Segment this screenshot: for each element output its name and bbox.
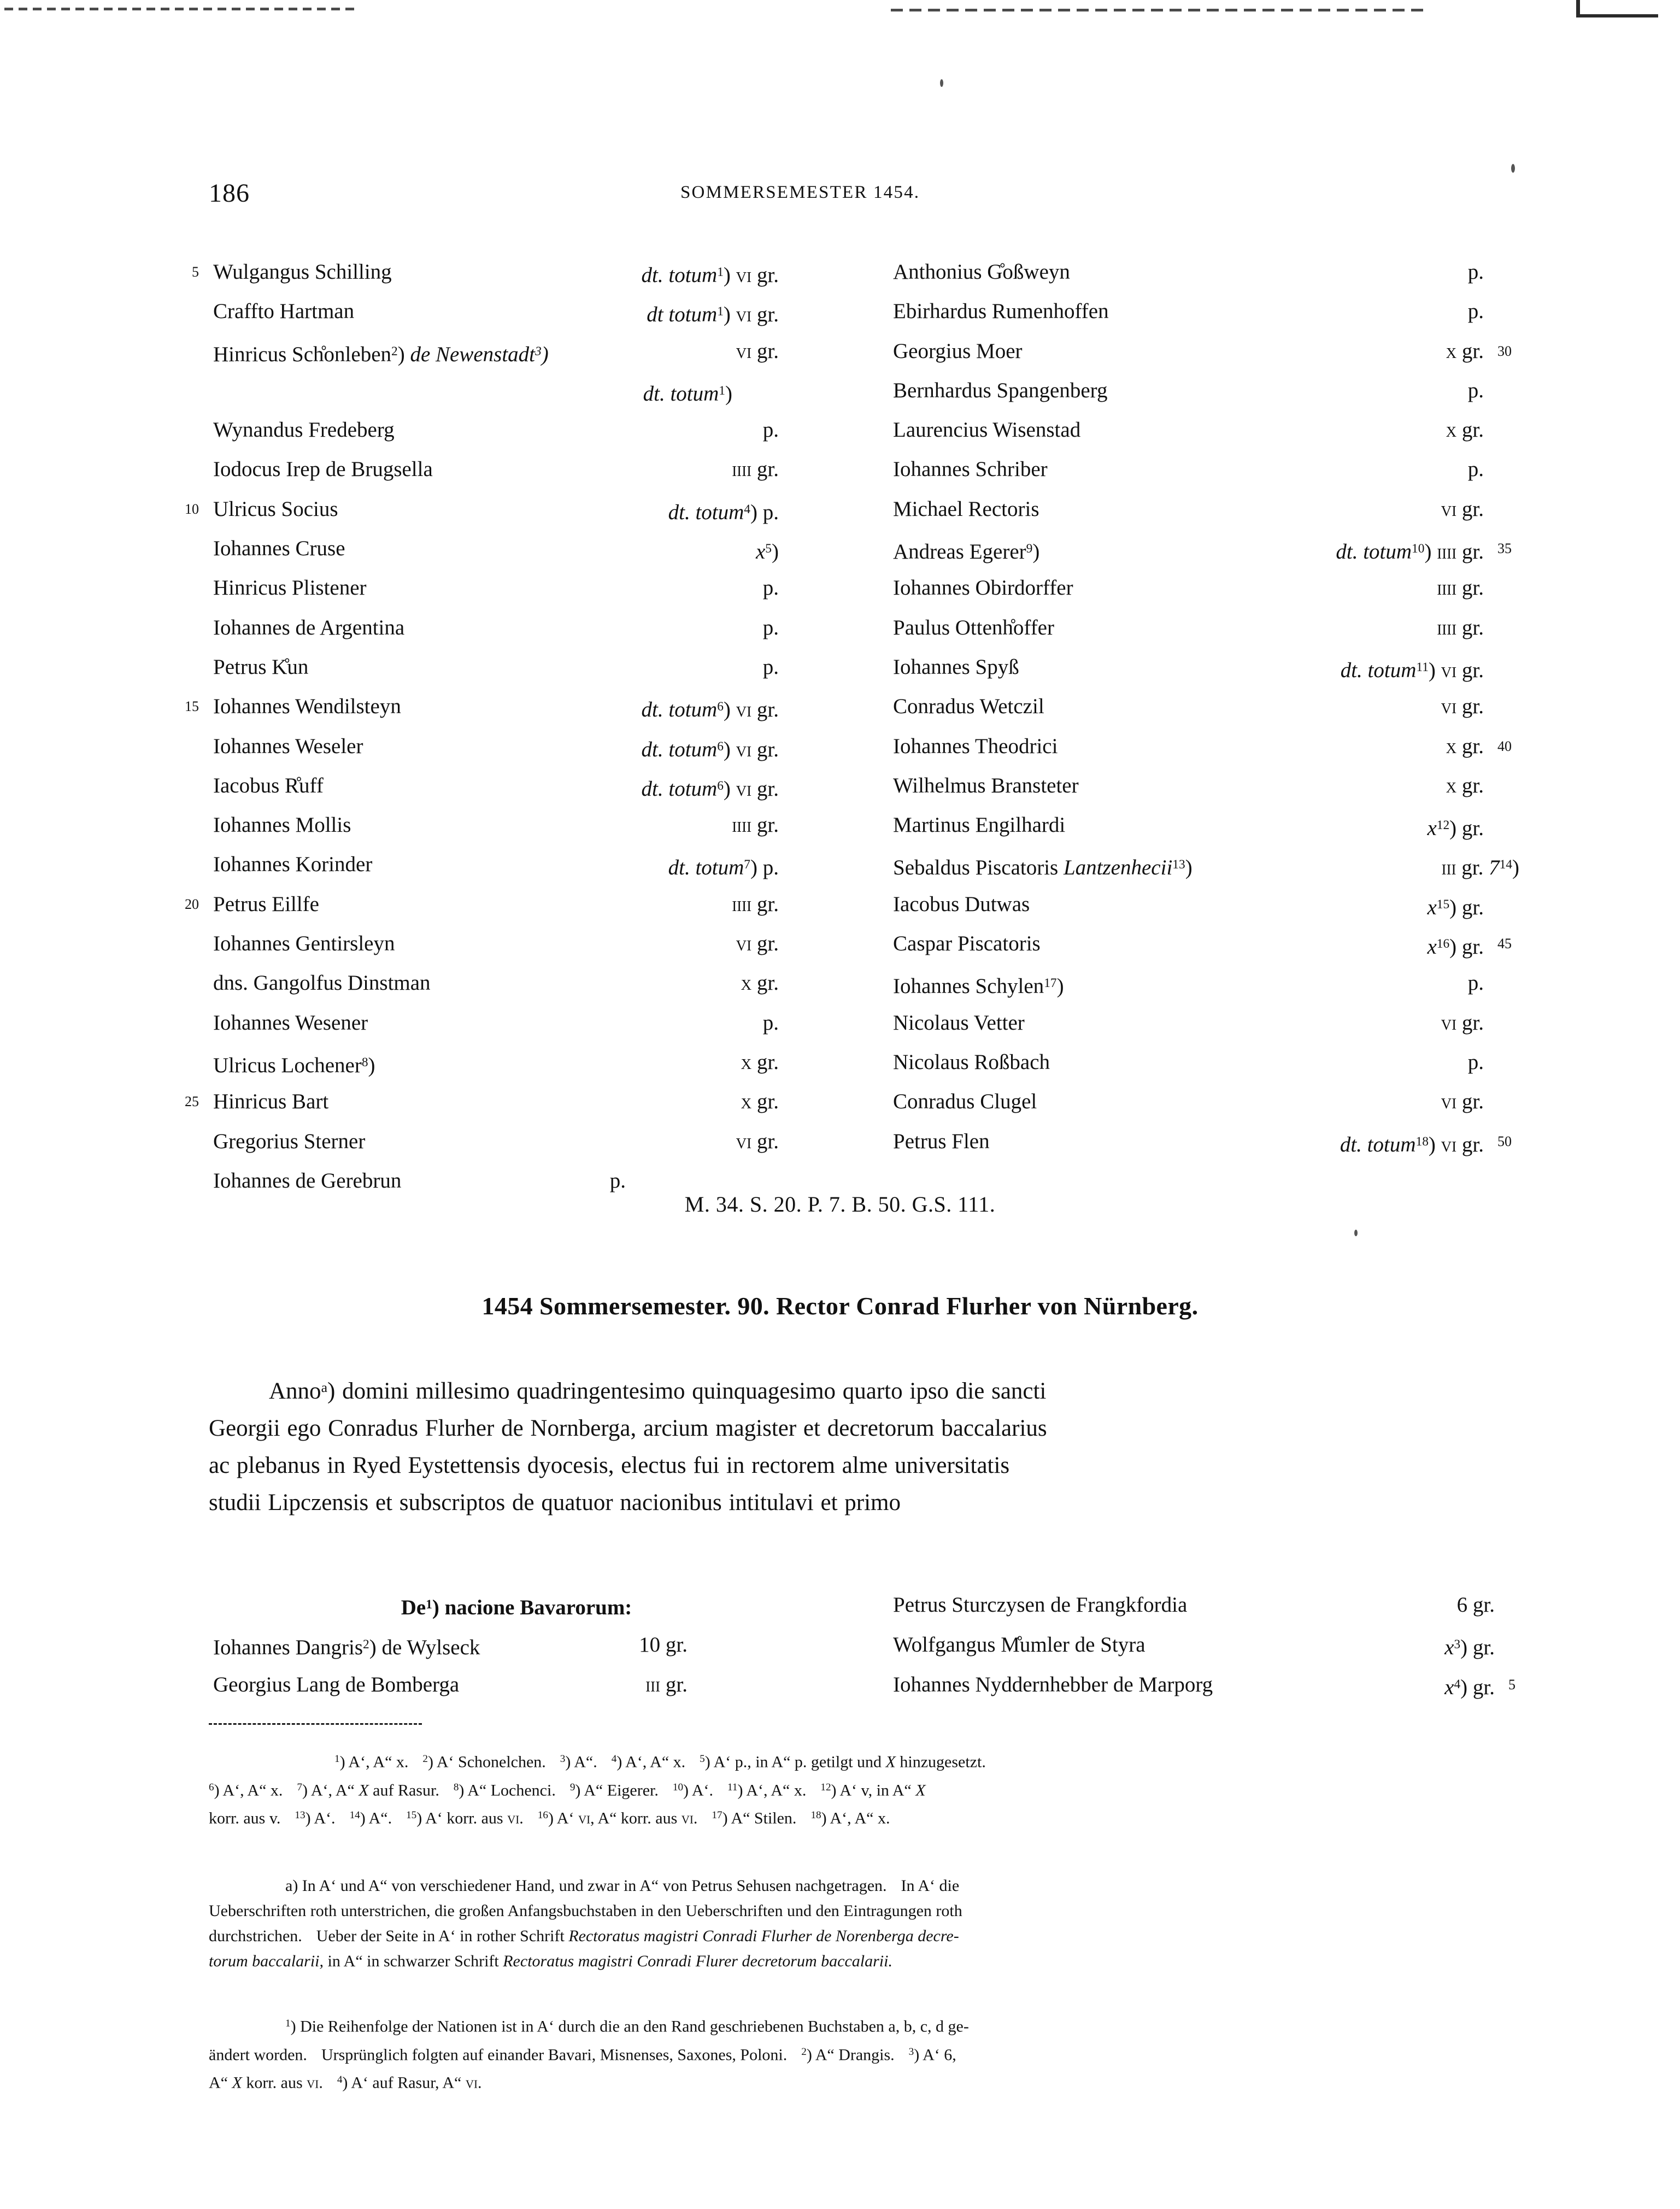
matriculation-right-column [891,252,1574,1161]
payment-amount: p. [1467,457,1484,481]
student-name: Iohannes Schylen$^{17}$) [893,974,1064,998]
matriculation-entry [169,410,850,450]
matriculation-entry [891,490,1574,529]
nation-heading: De$^1$) nacione Bavarorum: [401,1595,632,1619]
payment-amount: p. [762,576,779,600]
payment-amount: p. [762,418,779,442]
matriculation-entry [891,964,1574,1003]
payment-amount: p. [1467,378,1484,402]
student-name: Iohannes Cruse [213,537,345,561]
matriculation-entry [891,806,1574,845]
line-number: 30 [1497,343,1512,359]
matriculation-entry [169,1122,850,1161]
student-name: Ebirhardus Rumenhoffen [893,299,1109,324]
footnote-apparatus [209,1747,1482,1831]
matriculation-entry [891,450,1574,489]
payment-amount: iiii gr. [732,813,779,837]
footnote-line: $^1$) Die Reihenfolge der Nationen ist in A‘ durch die an den Rand geschriebenen Buchstaben a, b, c, d ge- [285,2017,969,2036]
payment-amount: p. [762,655,779,679]
student-name: Iohannes Weseler [213,734,363,758]
line-number: 35 [1497,540,1512,557]
student-name: Sebaldus Piscatoris Lantzenhecii$^{13}$) [893,856,1193,880]
matriculation-entry [169,885,850,924]
student-name: Iohannes Spyß [893,655,1019,679]
payment-amount: $x^3$) gr. [1444,1635,1495,1659]
student-name: Georgius Lang de Bomberga [213,1673,460,1696]
student-name: Petrus K̊un [213,655,309,679]
line-number: 45 [1497,936,1512,952]
footnote-line: torum baccalarii, in A“ in schwarzer Schrift Rectoratus magistri Conradi Flurer decretorum baccalarii. [209,1952,892,1970]
matriculation-entry [169,924,850,964]
matriculation-entry [169,332,850,371]
student-name: Iohannes Korinder [213,853,373,877]
footnote-line: Ueberschriften roth unterstrichen, die großen Anfangsbuchstaben in den Ueberschriften und den Eintragungen roth [209,1902,962,1920]
matriculation-entry [891,766,1574,806]
payment-amount: vi gr. [736,339,779,363]
footnote-line: A“ X korr. aus vi. $^4$) A‘ auf Rasur, A“ vi. [209,2073,482,2092]
student-name: Iohannes Obirdorffer [893,576,1073,600]
matriculation-entry [891,332,1574,371]
matriculation-entry [169,1003,850,1043]
student-name: Nicolaus Vetter [893,1010,1025,1035]
payment-amount: vi gr. [1441,1090,1484,1114]
payment-amount: $x^4$) gr. [1444,1675,1495,1699]
nation-entry [891,1665,1585,1705]
student-name: Wulgangus Schilling [213,260,392,284]
matriculation-entry [169,766,850,806]
payment-amount: x gr. [1446,339,1484,363]
matriculation-entry [169,490,850,529]
matriculation-entry [891,648,1574,687]
payment-amount: dt totum$^1$) vi gr. [647,303,779,327]
matriculation-entry [169,845,850,884]
student-name: Hinricus Bart [213,1090,329,1114]
student-name: Anthonius G̊oßweyn [893,260,1070,284]
payment-amount: x gr. [1446,734,1484,758]
student-name: Petrus Eillfe [213,892,319,916]
student-name: Paulus Ottenh̊offer [893,615,1054,639]
payment-amount: dt. totum$^{10}$) iiii gr. [1336,539,1484,563]
student-name: Hinricus Plistener [213,576,367,600]
matriculation-entry [169,1043,850,1082]
student-name: Wilhelmus Bransteter [893,773,1079,797]
payment-amount: x gr. [741,1050,779,1074]
payment-amount: vi gr. [736,1129,779,1153]
payment-amount: dt. totum$^6$) vi gr. [641,698,779,722]
payment-amount: vi gr. [1441,497,1484,521]
matriculation-left-column [169,252,850,1201]
running-head-title: SOMMERSEMESTER 1454. [680,183,920,202]
footnote-separator-rule [209,1723,422,1725]
student-name: Wynandus Fredeberg [213,418,395,442]
payment-amount: dt. totum$^6$) vi gr. [641,737,779,761]
matriculation-entry [891,252,1574,292]
footnote-line: ändert worden. Ursprünglich folgten auf einander Bavari, Misnenses, Saxones, Poloni. $^2$) A“ Drangis. $^3$) A‘ 6, [209,2046,956,2064]
matriculation-entry [891,371,1574,410]
payment-amount: $x^{16}$) gr. [1427,935,1484,959]
matriculation-entry [169,964,850,1003]
payment-amount: vi gr. [1441,695,1484,719]
student-name: Conradus Wetczil [893,695,1044,719]
matriculation-entry [891,292,1574,331]
payment-amount: iii gr. $7^{14}$) [1441,856,1519,880]
line-number: 50 [1497,1133,1512,1149]
footnote-line: durchstrichen. Ueber der Seite in A‘ in rother Schrift Rectoratus magistri Conradi Flurher de Norenberga decre- [209,1927,959,1945]
matriculation-entry [169,292,850,331]
matriculation-entry [891,924,1574,964]
nations-left-column [213,1585,820,1705]
student-name: Petrus Sturczysen de Frangkfordia [893,1593,1188,1617]
matriculation-entry [169,608,850,648]
payment-amount: iiii gr. [1437,615,1484,639]
matriculation-entry [891,568,1574,608]
section-heading: 1454 Sommersemester. 90. Rector Conrad Flurher von Nürnberg. [481,1292,1199,1320]
payment-amount: dt. totum$^1$) vi gr. [641,263,779,287]
student-name: Gregorius Sterner [213,1129,366,1153]
student-name: Iohannes de Gerebrun [213,1168,402,1192]
payment-amount: dt. totum$^4$) p. [668,500,779,524]
student-name: Iohannes Schriber [893,457,1048,481]
payment-amount: dt. totum$^6$) vi gr. [641,777,779,801]
matriculation-entry [891,1122,1574,1161]
footnote-line: $^6$) A‘, A“ x. $^7$) A‘, A“ X auf Rasur. $^8$) A“ Lochenci. $^9$) A“ Eigerer. $^{10}$) A‘. $^{11}$) A‘, A“ x. $^{12}$) A‘ v, in A“ X [209,1781,926,1800]
student-name: Petrus Flen [893,1129,990,1153]
payment-amount: dt. totum$^{11}$) vi gr. [1340,658,1484,682]
student-name: Laurencius Wisenstad [893,418,1081,442]
student-name: Nicolaus Roßbach [893,1050,1050,1074]
student-name: Ulricus Socius [213,497,338,521]
student-name: Iacobus Dutwas [893,892,1030,916]
matriculation-entry [891,1082,1574,1121]
nations-right-column [891,1585,1585,1705]
student-name: Iohannes Wendilsteyn [213,695,401,719]
student-name: Iodocus Irep de Brugsella [213,457,433,481]
payment-amount: 10 gr. [639,1633,688,1656]
payment-amount: vi gr. [1441,1010,1484,1035]
latin-line: Georgii ego Conradus Flurher de Nornberga, arcium magister et decretorum baccalarius [209,1415,1047,1441]
nation-entry [891,1625,1585,1665]
nation-entry [213,1625,820,1665]
matriculation-entry-continuation [169,371,850,410]
line-number: 40 [1497,738,1512,754]
payment-amount: p. [609,1168,626,1192]
running-head [0,178,1680,211]
matriculation-entry [169,252,850,292]
footnote-note-b [209,2011,1482,2096]
page-number: 186 [209,179,250,208]
student-name: Caspar Piscatoris [893,932,1041,956]
matriculation-entry [169,727,850,766]
matriculation-entry [169,648,850,687]
student-name: Iohannes Dangris$^2$) de Wylseck [213,1635,480,1659]
matriculation-entry [891,529,1574,568]
student-name: Iacobus R̊uff [213,773,324,797]
matriculation-entry [891,885,1574,924]
student-name: Wolfgangus M̊umler de Styra [893,1633,1146,1656]
matriculation-entry [891,608,1574,648]
footnote-note-a [209,1873,1482,1974]
matriculation-entry [169,450,850,489]
line-number: 10 [185,501,199,517]
payment-amount: p. [762,1010,779,1035]
payment-amount: x gr. [741,971,779,995]
payment-amount: x gr. [1446,418,1484,442]
student-name: Craffto Hartman [213,299,355,324]
payment-amount: p. [1467,971,1484,995]
latin-line: ac plebanus in Ryed Eystettensis dyocesis, electus fui in rectorem alme universitatis [209,1452,1010,1478]
totals-line: M. 34. S. 20. P. 7. B. 50. G.S. 111. [684,1192,996,1217]
student-name: Martinus Engilhardi [893,813,1066,837]
latin-line: Anno$^a$) domini millesimo quadringentesimo quinquagesimo quarto ipso die sancti [269,1378,1047,1404]
line-number: 15 [185,698,199,715]
matriculation-entry [169,687,850,726]
student-name: Hinricus Sch̊onleben$^2$) de Newenstadt$^3$) [213,342,549,366]
matriculation-entry [891,727,1574,766]
student-name: Georgius Moer [893,339,1023,363]
student-name: Conradus Clugel [893,1090,1037,1114]
line-number: 5 [1508,1677,1515,1693]
payment-amount: iiii gr. [1437,576,1484,600]
payment-amount: p. [1467,260,1484,284]
payment-amount: iiii gr. [732,457,779,481]
matriculation-entry [891,1003,1574,1043]
student-name: Iohannes de Argentina [213,615,405,639]
student-name: Iohannes Nyddernhebber de Marporg [893,1673,1213,1696]
student-name: Andreas Egerer$^9$) [893,539,1040,563]
matriculation-entry [891,410,1574,450]
student-name: Iohannes Wesener [213,1010,368,1035]
payment-amount: dt. totum$^7$) p. [668,856,779,880]
student-name: Bernhardus Spangenberg [893,378,1108,402]
line-number: 20 [185,896,199,912]
payment-amount: x gr. [741,1090,779,1114]
student-name: Iohannes Theodrici [893,734,1058,758]
payment-amount: vi gr. [736,932,779,956]
latin-paragraph [209,1369,1482,1521]
matriculation-entry [169,1082,850,1121]
payment-amount: x gr. [1446,773,1484,797]
matriculation-entry [169,529,850,568]
matriculation-entry [169,568,850,608]
nation-entry [213,1665,820,1705]
footnote-line: $^1$) A‘, A“ x. $^2$) A‘ Schonelchen. $^3$) A“. $^4$) A‘, A“ x. $^5$) A‘ p., in A“ p. getilgt und X hinzugesetzt. [334,1753,986,1771]
student-name: Ulricus Lochener$^8$) [213,1053,375,1077]
latin-line: studii Lipczensis et subscriptos de quatuor nacionibus intitulavi et primo [209,1489,901,1515]
payment-amount: iiii gr. [732,892,779,916]
student-name: Iohannes Gentirsleyn [213,932,395,956]
footnote-line: korr. aus v. $^{13}$) A‘. $^{14}$) A“. $^{15}$) A‘ korr. aus vi. $^{16}$) A‘ vi, A“ korr. aus vi. $^{17}$) A“ Stilen. $^{18}$) A‘, A“ x. [209,1809,890,1828]
line-number: 5 [192,264,199,280]
payment-amount: dt. totum$^1$) [643,381,732,406]
payment-amount: iii gr. [645,1673,688,1696]
matriculation-entry [891,845,1574,884]
footnote-line: a) In A‘ und A“ von verschiedener Hand, und zwar in A“ von Petrus Sehusen nachgetragen. In A‘ die [285,1877,960,1895]
student-name: dns. Gangolfus Dinstman [213,971,431,995]
payment-amount: p. [1467,299,1484,324]
payment-amount: p. [1467,1050,1484,1074]
matriculation-entry [891,687,1574,726]
matriculation-entry [891,1043,1574,1082]
payment-amount: $x^{15}$) gr. [1427,895,1484,919]
student-name: Michael Rectoris [893,497,1039,521]
nation-entry [891,1585,1585,1625]
payment-amount: 6 gr. [1456,1593,1495,1617]
payment-amount: p. [762,615,779,639]
payment-amount: $x^5$) [755,539,779,563]
line-number: 25 [185,1094,199,1110]
matriculation-entry [169,806,850,845]
student-name: Iohannes Mollis [213,813,351,837]
payment-amount: $x^{12}$) gr. [1427,816,1484,840]
payment-amount: dt. totum$^{18}$) vi gr. [1340,1132,1484,1156]
